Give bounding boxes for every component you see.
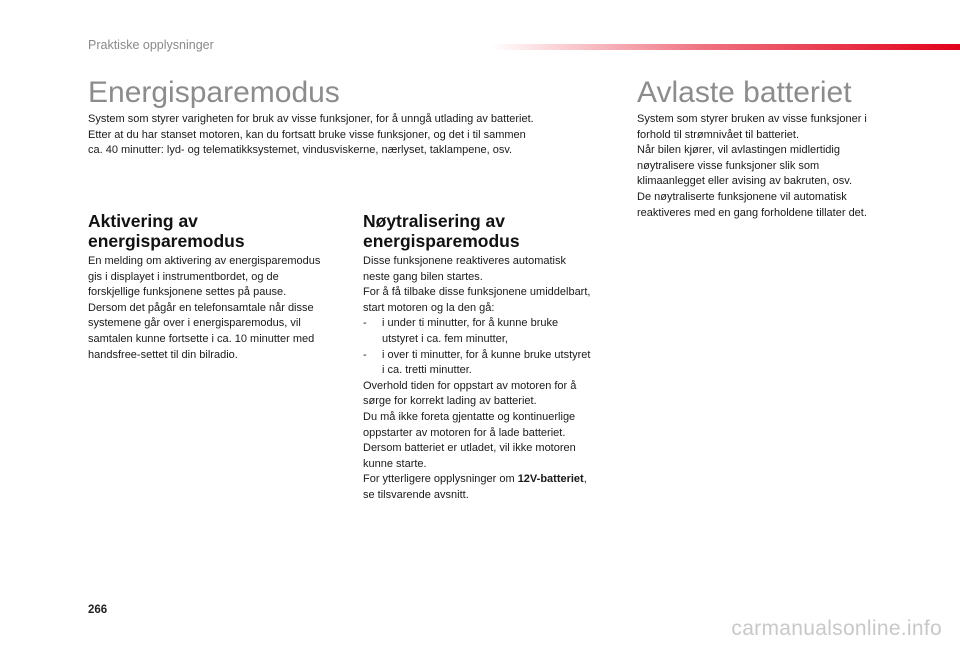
unload-line: klimaanlegget eller avising av bakruten, osv. [637, 175, 853, 188]
neutralisation-line: Overhold tiden for oppstart av motoren for å [363, 379, 577, 392]
unload-line: System som styrer bruken av visse funksjoner i [637, 113, 867, 125]
activation-heading [88, 211, 348, 251]
watermark: carmanualsonline.info [731, 617, 942, 640]
unload-line: reaktiveres med en gang forholdene tillater det. [637, 206, 867, 219]
activation-line: systemene går over i energisparemodus, vil [88, 317, 301, 330]
list-item [363, 316, 625, 347]
unload-battery-text [637, 112, 907, 221]
activation-line: samtalen kunne fortsette i ca. 10 minutter med [88, 332, 315, 345]
neutralisation-line: For å få tilbake disse funksjonene umiddelbart, [363, 286, 591, 299]
activation-text [88, 254, 350, 363]
reference-battery: 12V-batteriet [517, 473, 584, 486]
activation-line: gis i displayet i instrumentbordet, og de [88, 270, 279, 283]
list-item [363, 348, 625, 379]
section-label: Praktiske opplysninger [88, 38, 214, 52]
neutralisation-line: Dersom batteriet er utladet, vil ikke motoren [363, 442, 576, 455]
reference-prefix: For ytterligere opplysninger om [363, 473, 518, 486]
activation-line: Dersom det pågår en telefonsamtale når disse [88, 301, 314, 314]
header-accent-bar [490, 44, 960, 50]
list-item-line: i under ti minutter, for å kunne bruke [382, 317, 559, 330]
intro-line: ca. 40 minutter: lyd- og telematikksystemet, vindusviskerne, nærlyset, taklampene, osv. [88, 144, 513, 157]
neutralisation-line: kunne starte. [363, 457, 427, 470]
neutralisation-line: Disse funksjonene reaktiveres automatisk [363, 255, 566, 267]
dash-marker: - [363, 317, 367, 330]
energy-saving-title: Energisparemodus [88, 76, 340, 109]
activation-heading-line: energisparemodus [88, 231, 245, 251]
reference-line [363, 472, 625, 488]
dash-marker: - [363, 348, 367, 361]
unload-battery-title: Avlaste batteriet [637, 76, 852, 109]
unload-line: De nøytraliserte funksjonene vil automatisk [637, 190, 847, 203]
activation-line: En melding om aktivering av energisparemodus [88, 255, 321, 267]
neutralisation-line: Du må ikke foreta gjentatte og kontinuerlige [363, 410, 576, 423]
neutralisation-line: start motoren og la den gå: [363, 301, 495, 314]
unload-line: forhold til strømnivået til batteriet. [637, 128, 800, 141]
intro-line: System som styrer varigheten for bruk av visse funksjoner, for å unngå utlading av batteriet. [88, 113, 534, 125]
energy-saving-intro [88, 112, 588, 159]
list-item-line: i over ti minutter, for å kunne bruke utstyret [382, 348, 591, 361]
neutralisation-heading-line: Nøytralisering av [363, 211, 505, 231]
activation-line: forskjellige funksjonene settes på pause. [88, 286, 287, 299]
activation-line: handsfree-settet til din bilradio. [88, 348, 238, 361]
activation-heading-line: Aktivering av [88, 211, 198, 231]
list-item-line: utstyret i ca. fem minutter, [382, 332, 508, 345]
page-number: 266 [88, 604, 108, 616]
unload-line: Når bilen kjører, vil avlastingen midlertidig [637, 144, 840, 157]
unload-line: nøytralisere visse funksjoner slik som [637, 159, 820, 172]
neutralisation-heading [363, 211, 623, 251]
neutralisation-line: oppstarter av motoren for å lade batteriet. [363, 426, 566, 439]
neutralisation-line: neste gang bilen startes. [363, 270, 483, 283]
neutralisation-line: sørge for korrekt lading av batteriet. [363, 395, 537, 408]
reference-suffix: , [583, 473, 587, 486]
neutralisation-heading-line: energisparemodus [363, 231, 520, 251]
neutralisation-text [363, 254, 625, 504]
list-item-line: i ca. tretti minutter. [382, 364, 472, 377]
intro-line: Etter at du har stanset motoren, kan du fortsatt bruke visse funksjoner, og det i til sammen [88, 128, 526, 141]
reference-line: se tilsvarende avsnitt. [363, 488, 469, 501]
